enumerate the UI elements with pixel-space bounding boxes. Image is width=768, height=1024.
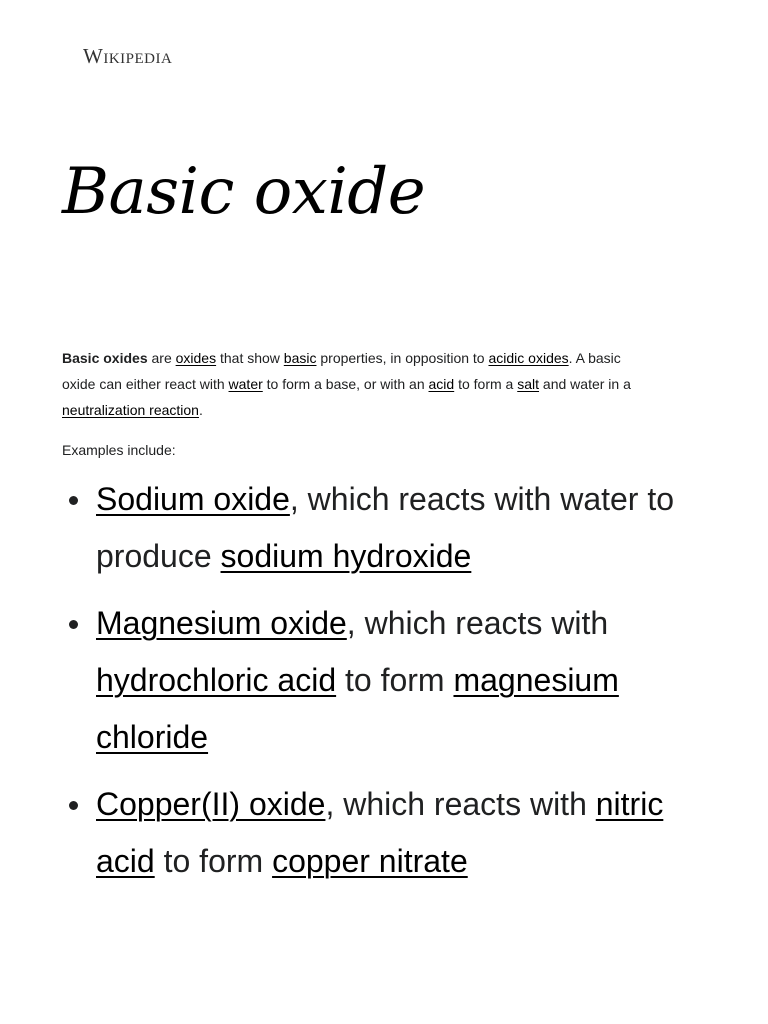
- link-oxides[interactable]: oxides: [175, 350, 217, 366]
- bold-term: Basic oxides: [62, 350, 148, 366]
- intro-text: to form a base, or with an: [262, 376, 429, 392]
- intro-text: that show: [216, 350, 284, 366]
- intro-text: . A basic oxide can either react with: [62, 350, 621, 392]
- list-item: [96, 471, 696, 585]
- link-magnesium-chloride[interactable]: magnesium chloride: [96, 662, 619, 755]
- wikipedia-logo[interactable]: Wikipedia: [83, 44, 173, 68]
- link-acid[interactable]: acid: [428, 376, 455, 392]
- link-nitric-acid[interactable]: nitric acid: [96, 786, 664, 879]
- list-item-text: , which reacts with: [325, 786, 596, 822]
- intro-text: are: [147, 350, 176, 366]
- examples-label: Examples include:: [62, 442, 176, 458]
- link-hydrochloric-acid[interactable]: hydrochloric acid: [96, 662, 337, 698]
- intro-text: properties, in opposition to: [316, 350, 489, 366]
- link-copper-ii-oxide[interactable]: Copper(II) oxide: [96, 786, 326, 822]
- intro-text: .: [198, 402, 203, 418]
- list-item: [96, 776, 696, 890]
- link-salt[interactable]: salt: [517, 376, 540, 392]
- list-item-text: , which reacts with: [346, 605, 609, 641]
- link-water[interactable]: water: [228, 376, 263, 392]
- link-basic[interactable]: basic: [283, 350, 317, 366]
- link-acidic-oxides[interactable]: acidic oxides: [488, 350, 569, 366]
- list-item-text: to form: [336, 662, 454, 698]
- intro-paragraph: [62, 345, 642, 423]
- link-magnesium-oxide[interactable]: Magnesium oxide: [96, 605, 347, 641]
- list-item-text: , which reacts with water to produce: [96, 481, 675, 574]
- list-item-text: to form: [154, 843, 273, 879]
- link-copper-nitrate[interactable]: copper nitrate: [272, 843, 468, 879]
- intro-text: and water in a: [539, 376, 631, 392]
- link-neutralization-reaction[interactable]: neutralization reaction: [62, 402, 199, 418]
- page-title: Basic oxide: [62, 155, 426, 229]
- link-sodium-oxide[interactable]: Sodium oxide: [96, 481, 290, 517]
- intro-text: to form a: [454, 376, 518, 392]
- examples-list: [62, 471, 696, 900]
- link-sodium-hydroxide[interactable]: sodium hydroxide: [220, 538, 472, 574]
- list-item: [96, 595, 696, 766]
